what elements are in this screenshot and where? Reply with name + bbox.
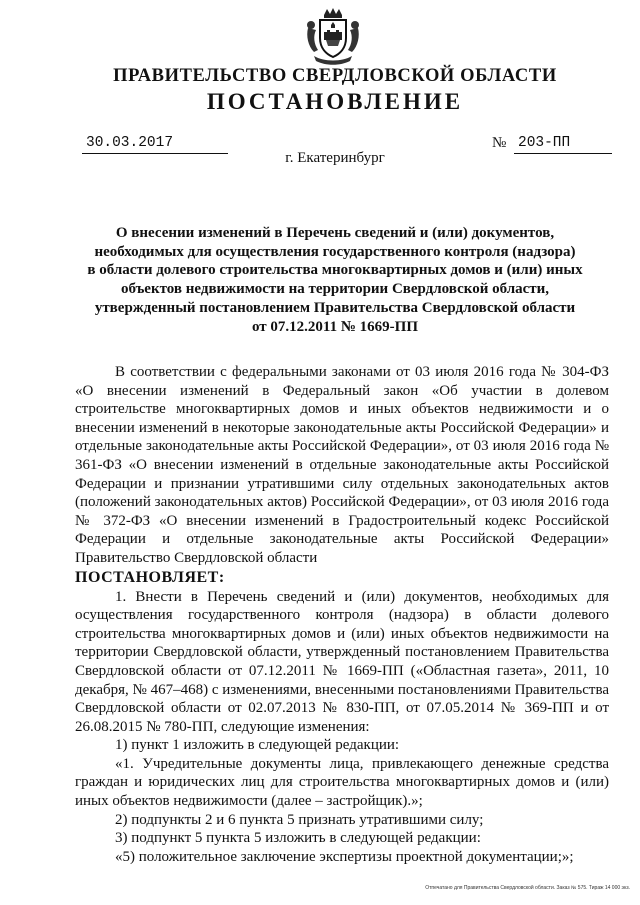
preamble-paragraph: В соответствии с федеральными законами от 03 июля 2016 года № 304-ФЗ «О внесении изменений в Федеральный закон «Об участии в долевом строительстве многоквартирных домов и иных объектов недвижимости и о внесении изменений в некоторые законодательные акты Российской Федерации» и отдельные законодательные акты Российской Федерации», от 03 июля 2016 года № 361-ФЗ «О внесении изменений в отдельные законодательные акты Российской Федерации и признании утратившими силу отдельных законодательных актов (положений законодательных актов) Российской Федерации», от 03 июля 2016 года № 372-ФЗ «О внесении изменений в Градостроительный кодекс Российской Федерации и отдельные законодательные акты Российской Федерации» Правительство Свердловской области [75, 364, 609, 566]
subitem-1: 1) пункт 1 изложить в следующей редакции: [115, 737, 400, 754]
heading-line: О внесении изменений в Перечень сведений и (или) документов, [115, 225, 555, 241]
quote-1-paragraph: «1. Учредительные документы лица, привлекающего денежные средства граждан и юридических лиц для строительства многоквартирных домов и (или) иных объектов недвижимости (далее – застройщик).»; [75, 755, 609, 810]
document-heading [72, 224, 598, 336]
number-sign: № [492, 135, 507, 151]
subitem-3: 3) подпункт 5 пункта 5 изложить в следующей редакции: [115, 830, 481, 847]
document-type: ПОСТАНОВЛЕНИЕ [206, 89, 464, 114]
heading-line: от 07.12.2011 № 1669-ПП [252, 318, 418, 335]
document-body [75, 363, 609, 866]
heading-line: в области долевого строительства многоквартирных домов и (или) иных [87, 262, 583, 279]
issue-city: г. Екатеринбург [285, 150, 385, 166]
print-footnote: Отпечатано для Правительства Свердловской области. Заказ № 575. Тираж 14 000 экз. [425, 885, 630, 891]
document-number: 203-ПП [514, 134, 612, 154]
resolves-heading: ПОСТАНОВЛЯЕТ: [75, 568, 225, 586]
heading-line: утвержденный постановлением Правительства Свердловской области [94, 299, 576, 316]
subitem-2: 2) подпункты 2 и 6 пункта 5 признать утратившими силу; [115, 811, 484, 828]
heading-line: объектов недвижимости на территории Свердловской области, [120, 281, 550, 298]
quote-2-paragraph: «5) положительное заключение экспертизы проектной документации;»; [115, 848, 574, 865]
coat-of-arms-emblem [302, 6, 364, 68]
item-1-paragraph: 1. Внести в Перечень сведений и (или) документов, необходимых для осуществления государственного контроля (надзора) в области долевого строительства многоквартирных домов и (или) иных объектов недвижимости на территории Свердловской области, утвержденный постановлением Правительства Свердловской области от 07.12.2011 № 1669-ПП («Областная газета», 2011, 10 декабря, № 467–468) с изменениями, внесенными постановлениями Правительства Свердловской области от 02.07.2013 № 830-ПП, от 07.05.2014 № 369-ПП и от 26.08.2015 № 780-ПП, следующие изменения: [75, 588, 609, 735]
sverdlovsk-coat-of-arms-icon [302, 6, 364, 68]
heading-line: необходимых для осуществления государственного контроля (надзора) [94, 243, 576, 260]
government-name: ПРАВИТЕЛЬСТВО СВЕРДЛОВСКОЙ ОБЛАСТИ [113, 66, 557, 86]
document-date: 30.03.2017 [82, 134, 228, 154]
